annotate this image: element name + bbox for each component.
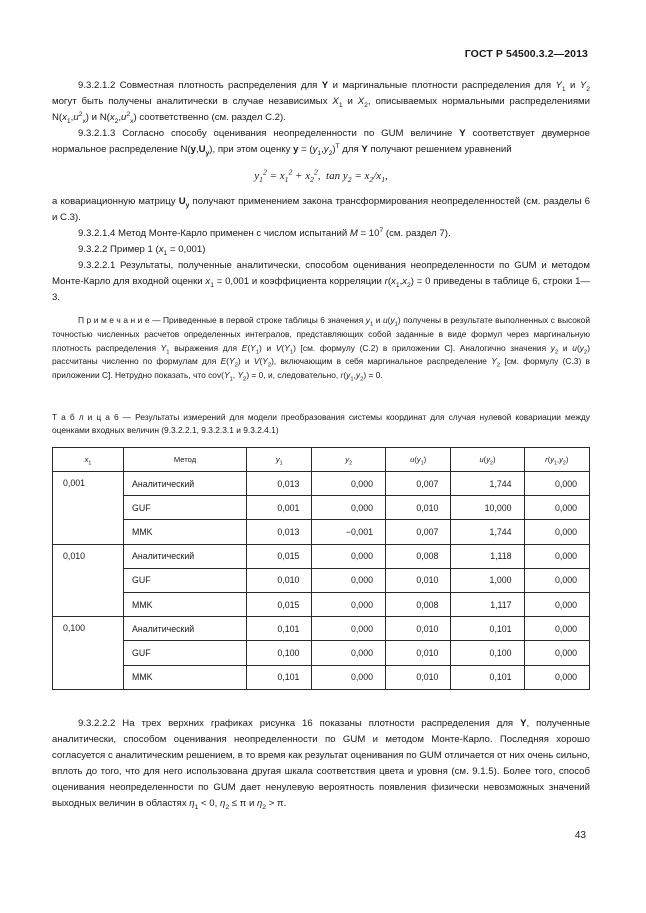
paragraph-9-3-2-1-4: 9.3.2.1.4 Метод Монте-Карло применен с числом испытаний $M = 10^7$ (см. раздел 7). [78,226,451,239]
cell-value: 0,000 [524,496,589,520]
table-row [53,665,590,689]
cell-value: 0,101 [451,665,524,689]
cell-value: 0,000 [312,617,386,641]
cell-value: 0,000 [524,641,589,665]
cell-method: GUF [124,641,247,665]
cell-method: GUF [124,496,247,520]
cell-value: 0,008 [385,544,450,568]
header-u-y2: $u(y_2)$ [451,448,524,472]
cell-value: 0,000 [312,496,386,520]
paragraph-covariance: а ковариационную матрицу $U_y$ получают применением закона трансформирования неопределенностей (см. разделы 6 и С.3). [52,196,590,223]
cell-value: 0,010 [385,641,450,665]
cell-value: 0,010 [385,617,450,641]
cell-method: Аналитический [124,472,247,496]
cell-value: 1,744 [451,472,524,496]
cell-method: MMK [124,520,247,544]
header-y1: $y_1$ [247,448,312,472]
cell-value: 0,001 [247,496,312,520]
header-y2: $y_2$ [312,448,386,472]
note-block: П р и м е ч а н и е — Приведенные в первой строке таблицы 6 значения $y_1$ и $u(y_1)$ получены в результате выполненных с высокой точностью численных расчетов определенных интегралов, представляющих собой заданные в виде формул через маргинальную плотность распределения $Y_1$ выражения для $E(Y_1)$ и $V(Y_1)$ [см. формулу (С.2) в приложении С]. Аналогично значения $y_2$ и $u(y_2)$ рассчитаны численно по формулам для $E(Y_2)$ и $V(Y_2)$, включающим в себя маргинальное распределение $Y_2$ [см. формулу (С.3) в приложении С]. Нетрудно показать, что $cov(Y_1$, $Y_2) = 0$, и, следовательно, $r(y_1,y_2) = 0$. [52,315,590,383]
cell-value: 0,000 [312,472,386,496]
cell-value: 0,000 [524,520,589,544]
cell-value: 0,000 [312,568,386,592]
cell-value: 1,744 [451,520,524,544]
table-row [53,472,590,496]
results-table [52,447,590,690]
table-row [53,641,590,665]
cell-value: 0,000 [524,568,589,592]
cell-method: MMK [124,592,247,616]
cell-method: Аналитический [124,544,247,568]
header-u-y1: $u(y_1)$ [385,448,450,472]
cell-value: 0,100 [247,641,312,665]
cell-value: 1,118 [451,544,524,568]
cell-value: 0,000 [524,592,589,616]
cell-value: 0,010 [385,568,450,592]
cell-method: GUF [124,568,247,592]
table-body [53,472,590,690]
cell-value: 0,010 [385,496,450,520]
cell-value: 0,101 [247,665,312,689]
header-x1: $x_1$ [53,448,124,472]
cell-value: 0,000 [524,472,589,496]
cell-x1: 0,001 [53,472,124,545]
cell-value: −0,001 [312,520,386,544]
cell-method: MMK [124,665,247,689]
cell-value: 0,000 [312,641,386,665]
table-row [53,496,590,520]
cell-value: 1,117 [451,592,524,616]
cell-value: 0,008 [385,592,450,616]
cell-value: 1,000 [451,568,524,592]
table-header-row [53,448,590,472]
cell-value: 0,000 [312,592,386,616]
cell-value: 0,101 [451,617,524,641]
table-row [53,592,590,616]
paragraph-9-3-2-1-2: 9.3.2.1.2 Совместная плотность распределения для Y и маргинальные плотности распределения для $Y_1$ и $Y_2$ могут быть получены аналитически в случае независимых $X_1$ и $X_2$, описываемых нормальными распределениями $N(x_1,u^2_x)$ и $N(x_2,u^2_x)$ соответственно (см. раздел С.2). [52,80,590,125]
cell-value: 0,100 [451,641,524,665]
header-method: Метод [124,448,247,472]
paragraph-9-3-2-1-3: 9.3.2.1.3 Согласно способу оценивания неопределенности по GUM величине Y соответствует двумерное нормальное распределение $N(y,U_y)$, при этом оценку $y = (y_1,y_2)^T$ для Y получают решением уравнений [52,128,590,157]
cell-value: 0,015 [247,544,312,568]
cell-value: 0,101 [247,617,312,641]
cell-value: 0,010 [385,665,450,689]
cell-x1: 0,100 [53,617,124,690]
cell-value: 0,007 [385,520,450,544]
page-number: 43 [574,830,586,841]
cell-value: 0,000 [312,544,386,568]
cell-x1: 0,010 [53,544,124,617]
body-section-bottom [52,716,590,812]
header-r: $r(y_1,y_2)$ [524,448,589,472]
cell-value: 0,013 [247,472,312,496]
cell-value: 0,015 [247,592,312,616]
paragraph-9-3-2-2-1: 9.3.2.2.1 Результаты, полученные аналитически, способом оценивания неопределенности по GUM и методом Монте-Карло для входной оценки $x_1 = 0,001$ и коэффициента корреляции $r(x_1,x_2) = 0$ приведены в таблице 6, строки 1—3. [52,260,590,303]
paragraph-9-3-2-2-2: 9.3.2.2.2 На трех верхних графиках рисунка 16 показаны плотности распределения для Y, полученные аналитически, способом оценивания неопределенности по GUM и методом Монте-Карло. Последняя хорошо согласуется с аналитическим решением, в то время как результат оценивания по GUM отличается от них очень сильно, вплоть до того, что для него использована другая шкала соответствия цвета и уровня (см. 9.1.5). Более того, способ оценивания неопределенности по GUM дает ненулевую вероятность появления физически невозможных значений выходных величин в областях $\eta_1 < 0$, $\eta_2 \le \pi$ и $\eta_2 > \pi$. [52,718,590,811]
table-row [53,568,590,592]
equation-system: $y_1^2 = x_1^2 + x_2^2$, $\tan y_2 = x_2/x_1$, [254,167,388,185]
table-caption: Т а б л и ц а 6 — Результаты измерений для модели преобразования системы координат для случая нулевой ковариации между оценками входных величин (9.3.2.2.1, 9.3.2.3.1 и 9.3.2.4.1) [52,412,590,435]
cell-value: 0,013 [247,520,312,544]
table-row [53,520,590,544]
cell-method: Аналитический [124,617,247,641]
cell-value: 10,000 [451,496,524,520]
cell-value: 0,010 [247,568,312,592]
cell-value: 0,000 [524,544,589,568]
body-section-top [52,78,590,383]
standard-header: ГОСТ Р 54500.3.2—2013 [464,48,588,60]
cell-value: 0,000 [312,665,386,689]
paragraph-9-3-2-2: 9.3.2.2 Пример 1 $(x_1 = 0,001)$ [78,244,206,257]
cell-value: 0,007 [385,472,450,496]
table-row [53,544,590,568]
cell-value: 0,000 [524,665,589,689]
cell-value: 0,000 [524,617,589,641]
table-row [53,617,590,641]
